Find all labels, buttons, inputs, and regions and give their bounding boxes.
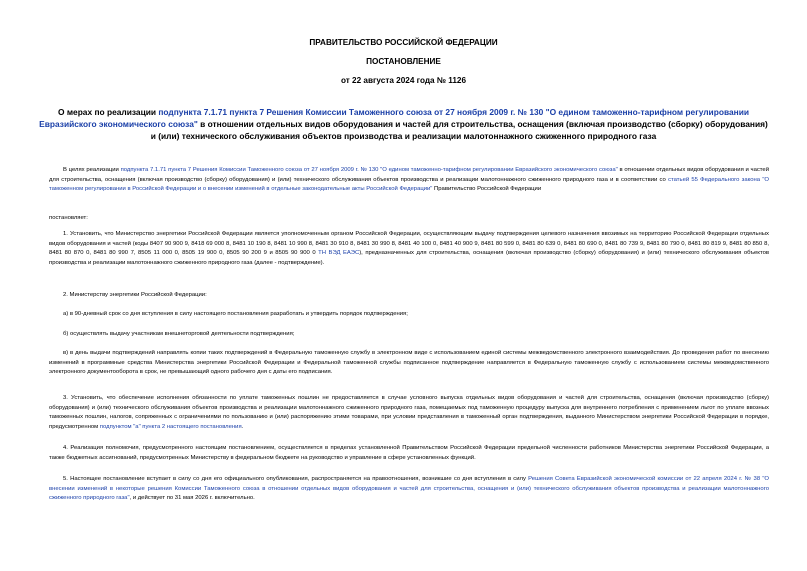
document-title xyxy=(36,106,771,142)
preamble-link-decision[interactable]: подпункта 7.1.71 пункта 7 Решения Комиссии Таможенного союза от 27 ноября 2009 г. № 130 "О едином таможенно-тарифном регулировании Евразийского экономического союза" xyxy=(120,167,618,173)
paragraph-2b: б) осуществлять выдачу участникам внешнеторговой деятельности подтверждения; xyxy=(63,331,295,337)
preamble-text: В целях реализации xyxy=(63,167,121,173)
paragraph-4: 4. Реализация полномочия, предусмотренного настоящим постановлением, осуществляется в пределах установленной Правительством Российской Федерации предельной численности работников Министерства энергетики Российской Федерации, а также бюджетных ассигнований, предусмотренных Министерству в федеральном бюджете на руководство и управление в сфере установленных функций. xyxy=(49,445,769,461)
preamble-link-federal-law[interactable]: статьей 55 Федерального закона "О таможенном регулировании в Российской Федерации и о внесении изменений в отдельные законодательные акты Российской Федерации" xyxy=(49,176,769,193)
paragraph-5-text: 5. Настоящее постановление вступает в силу со дня его официального опубликования, распространяется на правоотношения, возникшие со дня вступления в силу xyxy=(63,476,529,482)
tn-ved-link[interactable]: ТН ВЭД ЕАЭС xyxy=(318,250,360,257)
paragraph-5-text: , и действует по 31 мая 2026 г. включительно. xyxy=(129,495,255,502)
paragraph-3 xyxy=(49,394,769,432)
paragraph-2a: а) в 90-дневный срок со дня вступления в силу настоящего постановления разработать и утвердить порядок подтверждения; xyxy=(63,311,408,317)
paragraph-2c: в) в день выдачи подтверждений направлять копии таких подтверждений в Федеральную таможенную службу в электронном виде с использованием единой системы межведомственного электронного взаимодействия. До проведения работ по внесению изменений в программные средства Министерства энергетики Российской Федерации и Федеральной таможенной службы подписанное подтверждение направляется в Федеральную таможенную службу с использованием системы межведомственного электронного документооборота в срок, не превышающий одного рабочего дня с даты его подписания. xyxy=(49,350,769,376)
paragraph-3-text: . xyxy=(241,423,244,430)
resolves-label: постановляет: xyxy=(49,215,88,221)
preamble-paragraph xyxy=(49,166,769,195)
paragraph-5 xyxy=(49,475,769,504)
document-type: ПОСТАНОВЛЕНИЕ xyxy=(366,57,441,66)
paragraph-2: 2. Министерству энергетики Российской Федерации: xyxy=(63,292,207,298)
title-text: О мерах по реализации xyxy=(58,107,159,117)
paragraph-1-text: ), предназначенных для строительства, оснащения (включая производство (сборку) оборудования) и (или) технического обслуживания объектов производства и реализации малотоннажного сжиженного природного газа (далее - подтверждение). xyxy=(49,250,769,266)
paragraph-1-text: 1. Установить, что Министерство энергетики Российской Федерации является уполномоченным органом Российской Федерации, осуществляющим выдачу подтверждения целевого назначения ввозимых на территорию Российской Федерации отдельных видов оборудования и частей (коды 8407 90 900 9, 8418 69 000 8, 8481 10 190 8, 8481 10 990 8, 8481 30 910 8, 8481 30 990 8, 8481 40 100 0, 8481 40 900 9, 8481 80 599 0, 8481 80 639 0, 8481 80 690 0, 8481 80 739 9, 8481 80 790 0, 8481 80 819 9, 8481 80 850 8, 8481 80 870 0, 8481 80 990 7, 8505 11 000 0, 8505 19 900 0, 8505 90 200 9 и 8505 90 900 0 xyxy=(49,231,769,257)
eec-decision-link[interactable]: Решения Совета Евразийской экономической комиссии от 22 апреля 2024 г. № 38 "О внесении изменений в некоторые решения Комиссии Таможенного союза в отношении отдельных видов оборудования и частей для строительства, оснащения и (или) технического обслуживания объектов производства и реализации малотоннажного сжиженного природного газа" xyxy=(49,476,769,502)
preamble-text: Правительство Российской Федерации xyxy=(432,186,542,193)
title-link[interactable]: подпункта 7.1.71 пункта 7 Решения Комиссии Таможенного союза от 27 ноября 2009 г. № 130 "О едином таможенно-тарифном регулировании Евразийского экономического союза" xyxy=(39,107,749,129)
paragraph-1 xyxy=(49,230,769,268)
paragraph-3-text: 3. Установить, что обеспечение исполнения обязанности по уплате таможенных пошлин не предоставляется в случае условного выпуска отдельных видов оборудования и частей для строительства, оснащения (включая производство (сборку) оборудования) и (или) технического обслуживания объектов производства и реализации малотоннажного сжиженного природного газа, помещаемых под таможенную процедуру выпуска для внутреннего потребления с применением льгот по уплате ввозных таможенных пошлин, налогов, сопряженных с ограничениями по пользованию и (или) распоряжению этими товарами, при условии представления в таможенный орган подтверждения, выданного Министерством энергетики Российской Федерации в порядке, предусмотренном xyxy=(49,395,769,430)
document-date-number: от 22 августа 2024 года № 1126 xyxy=(340,76,467,85)
issuing-authority: ПРАВИТЕЛЬСТВО РОССИЙСКОЙ ФЕДЕРАЦИИ xyxy=(309,38,498,47)
title-text: в отношении отдельных видов оборудования и частей для строительства, оснащения (включая производство (сборку) оборудования) и (или) технического обслуживания объектов производства и реализации малотоннажного сжиженного природного газа xyxy=(150,119,768,141)
preamble-text: в отношении отдельных видов оборудования и частей для строительства, оснащения (включая производство (сборку) оборудования) и (или) технического обслуживания объектов производства и реализации малотоннажного сжиженного природного газа и в соответствии со xyxy=(49,167,769,183)
subparagraph-a-link[interactable]: подпунктом "а" пункта 2 настоящего постановления xyxy=(99,423,242,430)
